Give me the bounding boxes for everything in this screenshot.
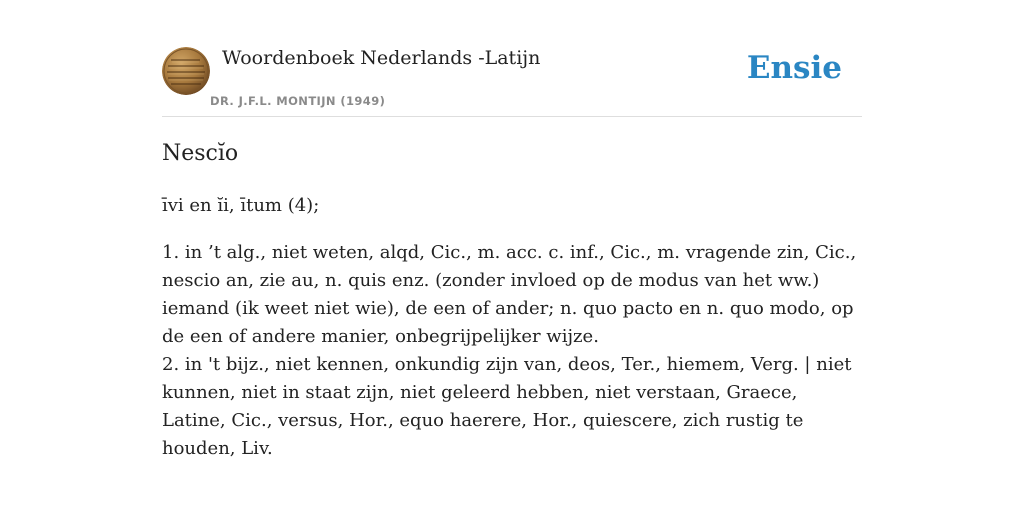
definition-sense: 1. in ’t alg., niet weten, alqd, Cic., m. acc. c. inf., Cic., m. vragende zin, Cic., nescio an, zie au, n. quis enz. (zonder invloed op de modus van het ww.) iemand (ik weet niet wie), de een of ander; n. quo pacto en n. quo modo, op de een of andere manier, onbegrijpelijker wijze. xyxy=(162,242,857,347)
entry-headword: Nescĭo xyxy=(162,141,239,166)
latin-inscription-medal-icon xyxy=(162,47,210,95)
entry-content xyxy=(162,138,862,463)
definition-sense: 2. in 't bijz., niet kennen, onkundig zijn van, deos, Ter., hiemem, Verg. | niet kunnen, niet in staat zijn, niet geleerd hebben, niet verstaan, Graece, Latine, Cic., versus, Hor., equo haerere, Hor., quiescere, zich rustig te houden, Liv. xyxy=(162,354,852,459)
dictionary-title[interactable]: Woordenboek Nederlands -Latijn xyxy=(222,47,541,69)
dictionary-author: DR. J.F.L. MONTIJN (1949) xyxy=(210,94,386,108)
entry-forms: īvi en ĭi, ītum (4); xyxy=(162,195,320,216)
entry-definition xyxy=(162,239,862,463)
dictionary-header xyxy=(162,46,862,117)
ensie-logo-link[interactable]: Ensie xyxy=(746,50,842,86)
